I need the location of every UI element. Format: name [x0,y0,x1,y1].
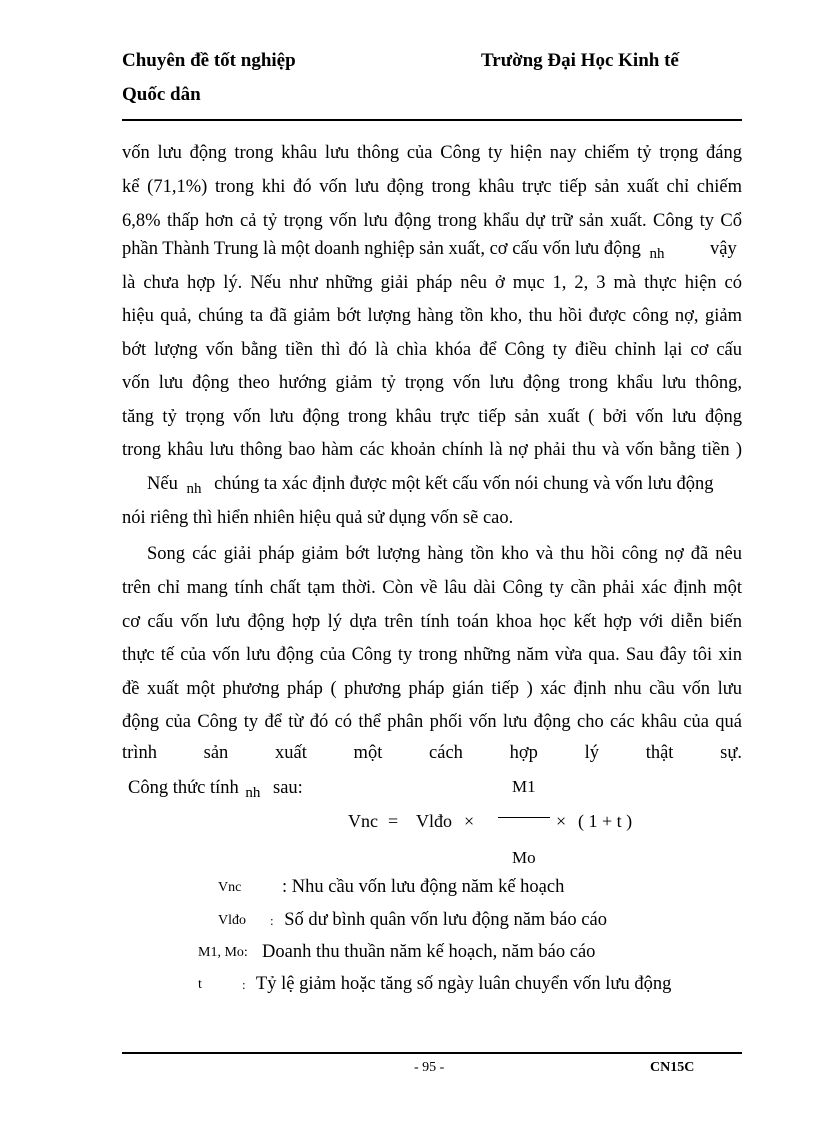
def-text: Nhu cầu vốn lưu động năm kế hoạch [291,877,565,897]
def-symbol: Vlđo [218,913,246,928]
p1-line: hiệu quả, chúng ta đã giảm bớt lượng hàng tồn kho, thu hồi được công nợ, giảm [122,306,742,326]
formula-equals: = [388,811,399,831]
p2-line-start: Nếu [147,474,178,494]
formula-denominator: Mo [512,848,536,867]
def-line [242,974,671,995]
formula-intro-start: Công thức tính [128,778,239,798]
formula-factor: ( 1 + t ) [578,811,633,831]
header-rule [122,119,742,121]
p3-line: cơ cấu vốn lưu động hợp lý dựa trên tính toán khoa học kết hợp với diễn biến [122,612,742,632]
def-symbol: Vnc [218,880,242,895]
def-line [282,877,564,898]
p2-line [147,472,714,497]
page-number: - 95 - [414,1060,445,1075]
def-line [270,910,607,931]
p1-line: trong khâu lưu thông bao hàm các khoản chính là nợ phải thu và vốn bằng tiền ) [122,440,742,460]
p1-line: bớt lượng vốn bằng tiền thì đó là chìa khóa để Công ty điều chỉnh lại cơ cấu [122,340,742,360]
header-right-title: Trường Đại Học Kinh tế [481,50,679,71]
formula-lhs: Vnc [348,811,378,831]
footer-rule [122,1052,742,1054]
p3-line: đề xuất một phương pháp ( phương pháp gián tiếp ) xác định nhu cầu vốn lưu [122,679,742,699]
def-sep: : [282,877,288,897]
header-left-title: Chuyên đề tốt nghiệp [122,50,296,71]
def-text: Số dư bình quân vốn lưu động năm báo cáo [284,910,607,930]
def-text: Tỷ lệ giảm hoặc tăng số ngày luân chuyển vốn lưu động [255,974,672,994]
nh-fragment: nh [186,481,202,497]
fraction-bar [498,817,550,818]
header-left-title-line2: Quốc dân [122,84,201,105]
formula-intro [128,776,303,801]
p1-line-end: vậy [710,239,737,259]
p3-line: trên chỉ mang tính chất tạm thời. Còn về lâu dài Công ty cần phải xác định một [122,578,742,598]
p3-line: trình sản xuất một cách hợp lý thật sự. [122,743,742,763]
formula-times: × [464,811,475,831]
formula-term: Vlđo [416,811,452,831]
p3-line: động của Công ty để từ đó có thể phân phối vốn lưu động cho các khâu của quá [122,712,742,732]
p1-line: kể (71,1%) trong khi đó vốn lưu động trong khâu trực tiếp sản xuất chỉ chiếm [122,177,742,197]
def-text: Doanh thu thuần năm kế hoạch, năm báo cáo [262,942,596,962]
nh-fragment: nh [649,246,665,262]
p3-line: Song các giải pháp giảm bớt lượng hàng tồn kho và thu hồi công nợ đã nêu [147,544,742,564]
footer-code: CN15C [650,1060,695,1075]
p1-line: 6,8% thấp hơn cả tỷ trọng vốn lưu động trong khẩu dự trữ sản xuất. Công ty Cổ [122,211,742,231]
p3-line: thực tế của vốn lưu động của Công ty trong những năm vừa qua. Sau đây tôi xin [122,645,742,665]
p1-line: tăng tỷ trọng vốn lưu động trong khâu trực tiếp sản xuất ( bởi vốn lưu động [122,407,742,427]
p2-line-rest: chúng ta xác định được một kết cấu vốn nói chung và vốn lưu động [214,474,714,494]
p1-line: vốn lưu động theo hướng giảm tỷ trọng vốn lưu động trong khẩu lưu thông, [122,373,742,393]
def-sep: : [242,977,246,992]
formula-intro-end: sau: [273,778,303,798]
def-line [262,942,595,963]
def-sep: : [270,913,274,928]
p1-line: vốn lưu động trong khâu lưu thông của Công ty hiện nay chiếm tỷ trọng đáng [122,143,742,163]
p1-line: là chưa hợp lý. Nếu như những giải pháp nêu ở mục 1, 2, 3 mà thực hiện có [122,273,742,293]
nh-fragment: nh [245,785,261,801]
p1-line [122,237,669,262]
def-symbol: M1, Mo: [198,945,248,960]
formula-numerator: M1 [512,777,536,796]
def-symbol: t [198,977,202,992]
p1-line-text: phần Thành Trung là một doanh nghiệp sản xuất, cơ cấu vốn lưu động [122,239,641,259]
p2-line: nói riêng thì hiển nhiên hiệu quả sử dụng vốn sẽ cao. [122,508,514,528]
formula-times: × [556,811,567,831]
